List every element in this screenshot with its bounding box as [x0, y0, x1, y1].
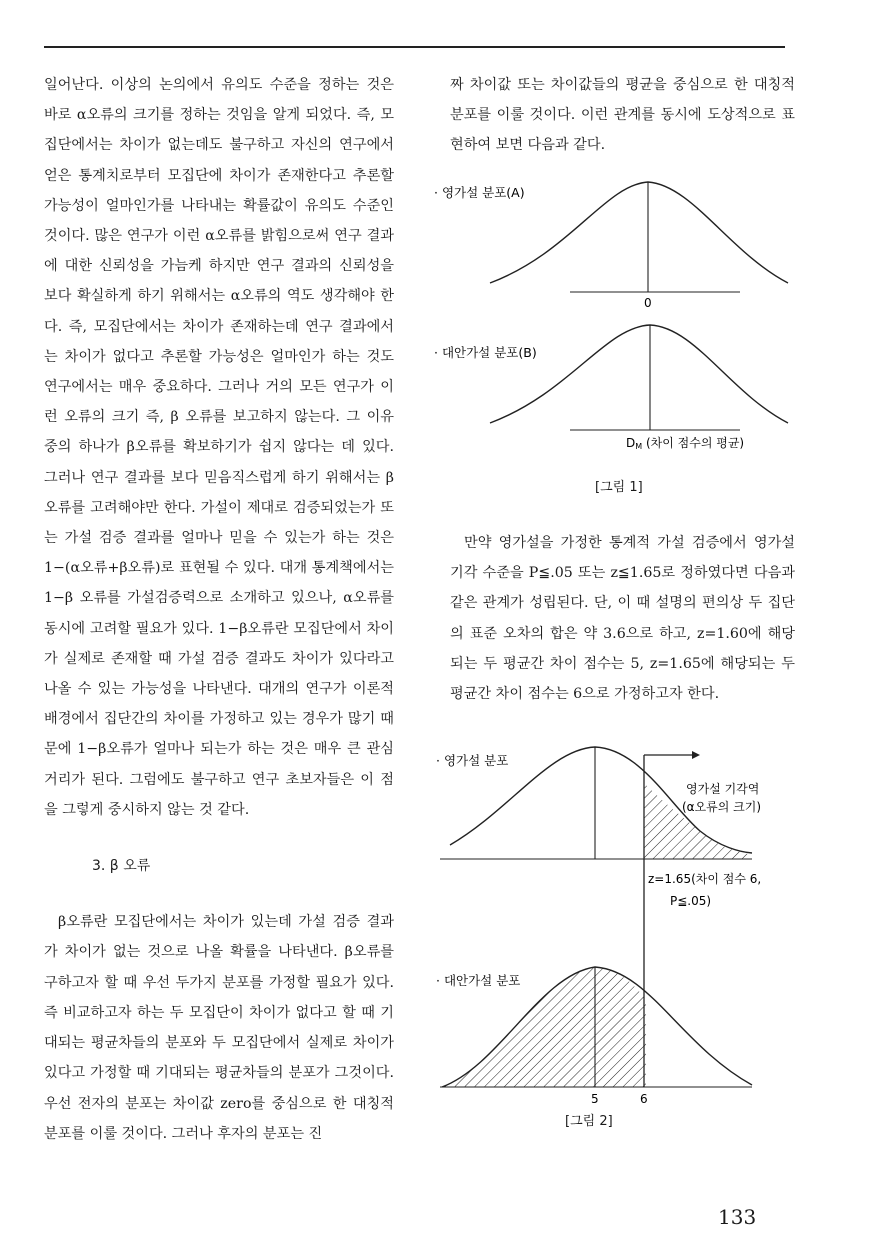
fig2-alt-label: · 대안가설 분포 [436, 973, 521, 988]
fig2-tick-6: 6 [640, 1092, 648, 1106]
left-column [44, 70, 394, 1149]
page-number: 133 [718, 1205, 757, 1229]
header-rule [44, 46, 785, 48]
figure-1 [430, 165, 800, 480]
fig1-null-curve [490, 182, 788, 283]
fig1-null-label: · 영가설 분포(A) [434, 185, 525, 200]
right-column-middle [450, 528, 795, 709]
fig1-alt-tick: DM (차이 점수의 평균) [626, 436, 745, 451]
fig2-arrow-head [692, 751, 700, 759]
right-paragraph-2: 만약 영가설을 가정한 통계적 가설 검증에서 영가설 기각 수준을 P≦.05 또는 z≦1.65로 정하였다면 다음과 같은 관계가 성립된다. 단, 이 때 설명의 편의상 두 집단의 표준 오차의 합은 약 3.6으로 하고, z=1.60에 해당되는 두 평균간 차이 점수는 5, z=1.65에 해당되는 두 평균간 차이 점수는 6으로 가정하고자 한다. [450, 535, 795, 703]
figure-2-caption: [그림 2] [565, 1114, 613, 1129]
fig1-null-tick: 0 [644, 296, 652, 310]
fig2-reject-label-line1: 영가설 기각역 [686, 782, 760, 796]
fig2-reject-label-line2: (α오류의 크기) [682, 800, 762, 814]
fig1-alt-label: · 대안가설 분포(B) [434, 345, 537, 360]
section-heading: 3. β 오류 [92, 858, 151, 875]
right-paragraph-1: 짜 차이값 또는 차이값들의 평균을 중심으로 한 대칭적 분포를 이룰 것이다. 이런 관계를 동시에 도상적으로 표현하여 보면 다음과 같다. [450, 77, 795, 154]
fig2-z-label-line1: z=1.65(차이 점수 6, [648, 872, 762, 886]
right-column-top [450, 70, 795, 161]
fig2-z-label-line2: P≦.05) [670, 894, 712, 908]
fig1-alt-curve [490, 325, 788, 423]
left-paragraph-2: β오류란 모집단에서는 차이가 있는데 가설 검증 결과가 차이가 없는 것으로 나올 확률을 나타낸다. β오류를 구하고자 할 때 우선 두가지 분포를 가정할 필요가 있다. 즉 비교하고자 하는 두 모집단이 차이가 없다고 할 때 기대되는 평균차들의 분포와 두 모집단에서 실제로 차이가 있다고 가정할 때 기대되는 평균차들의 분포가 그것이다. 우선 전자의 분포는 차이값 zero를 중심으로 한 대칭적 분포를 이룰 것이다. 그러나 후자의 분포는 진 [44, 914, 394, 1142]
fig2-tick-5: 5 [591, 1092, 599, 1106]
figure-2 [430, 735, 800, 1115]
left-paragraph-1: 일어난다. 이상의 논의에서 유의도 수준을 정하는 것은 바로 α오류의 크기를 정하는 것임을 알게 되었다. 즉, 모집단에서는 차이가 없는데도 불구하고 자신의 연구에서 얻은 통계치로부터 모집단에 차이가 존재한다고 추론할 가능성이 얼마인가를 나타내는 확률값이 유의도 수준인 것이다. 많은 연구가 이런 α오류를 밝힘으로써 연구 결과에 대한 신뢰성을 가늠케 하지만 연구 결과의 신뢰성을 보다 확실하게 하기 위해서는 α오류의 역도 생각해야 한다. 즉, 모집단에서는 차이가 존재하는데 연구 결과에서는 차이가 없다고 추론할 가능성은 얼마인가 하는 것도 연구에서는 매우 중요하다. 그러나 거의 모든 연구가 이런 오류의 크기 즉, β 오류를 보고하지 않는다. 그 이유 중의 하나가 β오류를 확보하기가 쉽지 않다는 데 있다. 그러나 연구 결과를 보다 믿음직스럽게 하기 위해서는 β오류를 고려해야만 한다. 가설이 제대로 검증되었는가 또는 가설 검증 결과를 얼마나 믿을 수 있는가 하는 것은 1−(α오류+β오류)로 표현될 수 있다. 대개 통계책에서는 1−β 오류를 가설검증력으로 소개하고 있으나, α오류를 동시에 고려할 필요가 있다. 1−β오류란 모집단에서 차이가 실제로 존재할 때 가설 검증 결과도 차이가 있다라고 나올 수 있는 가능성을 나타낸다. 대개의 연구가 이론적 배경에서 집단간의 차이를 가정하고 있는 경우가 많기 때문에 1−β오류가 얼마나 되는가 하는 것은 매우 큰 관심거리가 된다. 그럼에도 불구하고 연구 초보자들은 이 점을 그렇게 중시하지 않는 것 같다. [44, 77, 394, 818]
fig2-null-label: · 영가설 분포 [436, 753, 509, 768]
figure-1-caption: [그림 1] [595, 480, 643, 495]
